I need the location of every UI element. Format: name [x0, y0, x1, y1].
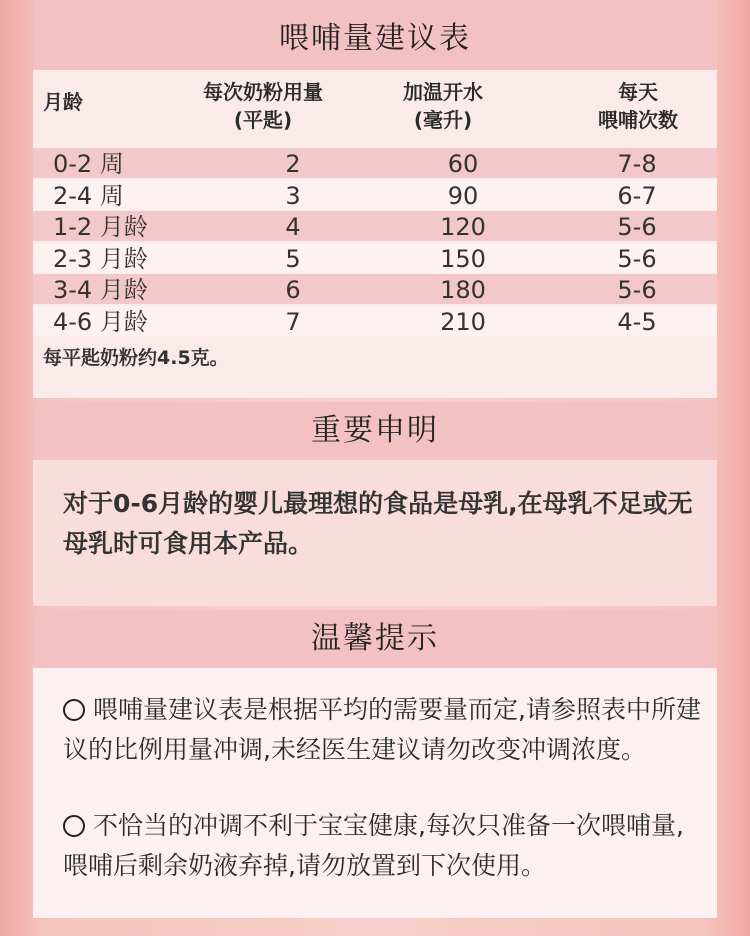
tip-item	[63, 690, 703, 770]
cell-feeds: 5-6	[617, 276, 657, 305]
header-age: 月龄	[43, 90, 83, 114]
cell-feeds: 7-8	[617, 150, 657, 178]
table-header	[33, 70, 717, 146]
tip-text: 喂哺量建议表是根据平均的需要量而定,请参照表中所建议的比例用量冲调,未经医生建议请勿改变冲调浓度。	[63, 695, 701, 764]
header-powder-line2: (平匙)	[233, 108, 293, 132]
tips-title: 温馨提示	[33, 610, 717, 668]
cell-feeds: 4-5	[617, 307, 657, 336]
cell-feeds: 5-6	[617, 244, 657, 273]
cell-powder: 7	[285, 307, 301, 336]
tips-body	[33, 668, 717, 918]
cell-water: 210	[440, 307, 486, 336]
cell-water: 150	[440, 244, 486, 273]
cell-age: 1-2 月龄	[53, 213, 148, 242]
cell-water: 120	[440, 213, 486, 242]
cell-water: 60	[447, 150, 479, 178]
tip-item	[63, 806, 703, 886]
cell-powder: 3	[285, 181, 301, 210]
header-feeds-line1: 每天	[618, 80, 658, 104]
circle-icon	[63, 815, 85, 837]
table-row	[33, 274, 717, 304]
tip-text: 不恰当的冲调不利于宝宝健康,每次只准备一次喂哺量,喂哺后剩余奶液弃掉,请勿放置到下次使用。	[63, 811, 684, 880]
cell-water: 90	[447, 181, 479, 210]
cell-powder: 6	[285, 276, 301, 305]
header-water-line2: (毫升)	[413, 108, 473, 132]
cell-feeds: 6-7	[617, 181, 657, 210]
table-row	[33, 148, 717, 178]
table-row	[33, 211, 717, 241]
table-body	[33, 148, 717, 338]
table-row	[33, 306, 717, 336]
cell-age: 3-4 月龄	[53, 276, 148, 305]
table-row	[33, 180, 717, 210]
cell-age: 2-3 月龄	[53, 244, 148, 273]
cell-water: 180	[440, 276, 486, 305]
feeding-table-panel	[33, 0, 717, 398]
cell-feeds: 5-6	[617, 213, 657, 242]
header-powder-line1: 每次奶粉用量	[203, 80, 323, 104]
cell-age: 4-6 月龄	[53, 307, 148, 336]
header-water-line1: 加温开水	[403, 80, 483, 104]
scoop-weight-note: 每平匙奶粉约4.5克。	[43, 347, 229, 369]
cell-age: 0-2 周	[53, 150, 124, 178]
header-feeds-line2: 喂哺次数	[598, 108, 678, 132]
cell-powder: 2	[285, 150, 301, 178]
header-water	[353, 78, 533, 134]
feeding-table-title: 喂哺量建议表	[33, 0, 717, 70]
declaration-text: 对于0-6月龄的婴儿最理想的食品是母乳,在母乳不足或无母乳时可食用本产品。	[63, 489, 693, 558]
cell-powder: 4	[285, 213, 301, 242]
header-powder	[173, 78, 353, 134]
table-row	[33, 243, 717, 273]
cell-powder: 5	[285, 244, 301, 273]
circle-icon	[63, 699, 85, 721]
declaration-title: 重要申明	[33, 402, 717, 460]
cell-age: 2-4 周	[53, 181, 124, 210]
header-feeds	[553, 78, 723, 134]
declaration-body	[33, 460, 717, 606]
